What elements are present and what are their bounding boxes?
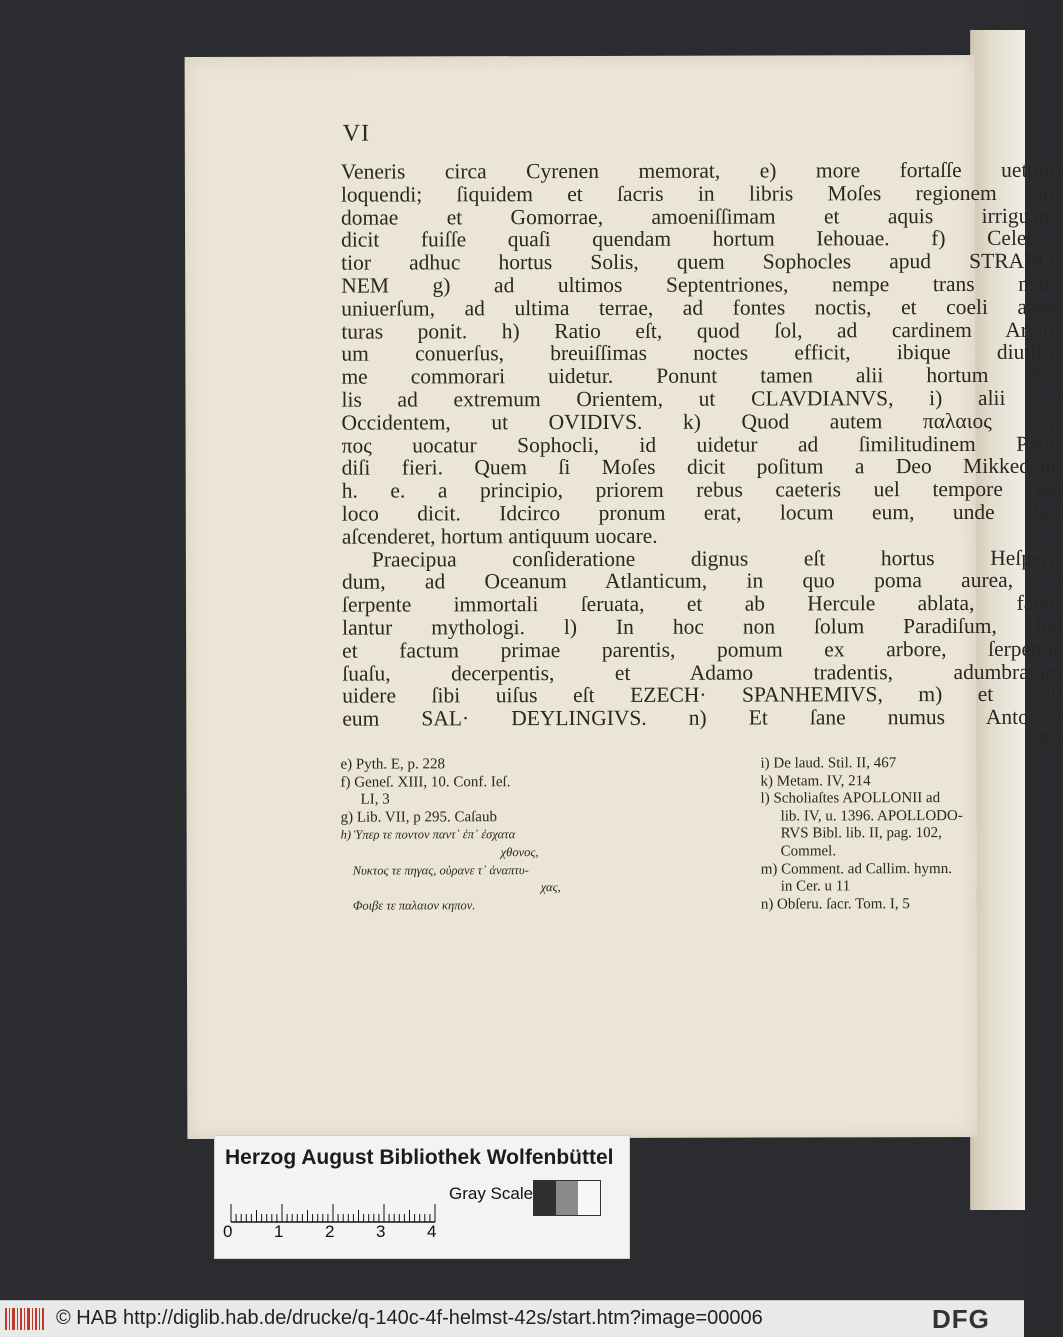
- copyright-url: © HAB http://diglib.hab.de/drucke/q-140c-4f-helmst-42s/start.htm?image=00006: [56, 1307, 763, 1329]
- grayscale-swatch: [578, 1181, 600, 1215]
- text-line: um conuerſus, breuiſſimas noctes efficit, ibique diutiſſi-: [341, 340, 1062, 367]
- text-line: h. e. a principio, priorem rebus caeteris uel tempore uel: [341, 476, 1062, 503]
- footnote-line: k) Metam. IV, 214: [760, 772, 871, 790]
- footnotes: [340, 755, 1061, 957]
- text-line: Veneris circa Cyrenen memorat, e) more fortaſſe uetuſto: [340, 157, 1061, 184]
- book-page: [185, 55, 1063, 1139]
- page-number: VI: [342, 120, 371, 147]
- text-line: diſi fieri. Quem ſi Moſes dicit poſitum a Deo Mikkedem,: [341, 454, 1062, 480]
- footnote-line: in Cer. u 11: [780, 878, 851, 895]
- text-line: Pii: [1038, 727, 1063, 752]
- text-line: πος uocatur Sophocli, id uidetur ad ſimilitudinem Para-: [341, 431, 1062, 458]
- text-line: NEM g) ad ultimos Septentriones, nempe trans mare: [341, 271, 1062, 298]
- text-line: aſcenderet, hortum antiquum uocare.: [341, 523, 658, 549]
- footnote-line: i) De laud. Stil. II, 467: [760, 755, 897, 772]
- text-line: turas ponit. h) Ratio eſt, quod ſol, ad cardinem Arcto-: [341, 317, 1062, 344]
- grayscale-swatch: [556, 1181, 578, 1215]
- grayscale-swatches: [533, 1180, 601, 1216]
- footnote-line: l) Scholiaſtes APOLLONII ad: [760, 790, 941, 807]
- text-line: loquendi; ſiquidem et ſacris in libris Moſes regionem So-: [340, 180, 1061, 207]
- text-line: domae et Gomorrae, amoeniſſimam et aquis irriguam,: [340, 203, 1062, 230]
- text-line: ſerpente immortali ſeruata, et ab Hercule ablata, fabu-: [341, 590, 1063, 617]
- footnotes-right-column: [760, 755, 1060, 914]
- footnote-line: Φοιβε τε παλαιον κηπον.: [352, 898, 476, 913]
- footnotes-left-column: [340, 756, 640, 915]
- body-text: [341, 159, 1063, 754]
- footnote-line: n) Obſeru. ſacr. Tom. I, 5: [760, 895, 910, 913]
- text-line: dicit fuiſſe quaſi quendam hortum Iehouae. f) Celebra-: [341, 226, 1062, 253]
- dfg-logo: DFG: [932, 1304, 990, 1334]
- ruler-number: 1: [274, 1222, 284, 1241]
- text-line: uniuerſum, ad ultima terrae, ad fontes noctis, et coeli aper-: [341, 294, 1062, 321]
- ruler-number: 3: [376, 1222, 386, 1241]
- text-line: dum, ad Oceanum Atlanticum, in quo poma aurea, a: [341, 568, 1062, 594]
- text-line: lis ad extremum Orientem, ut CLAVDIANVS, i) alii ad: [341, 385, 1062, 412]
- grayscale-label: Gray Scale: [449, 1184, 534, 1203]
- ruler-numbers: [223, 1222, 453, 1246]
- footnote-line: f) Geneſ. XIII, 10. Conf. Ieſ.: [340, 773, 511, 791]
- grayscale-swatch: [534, 1181, 556, 1215]
- footnote-line: m) Comment. ad Callim. hymn.: [760, 860, 952, 878]
- footnote-line: Commel.: [780, 843, 837, 860]
- text-line: eum SAL· DEYLINGIVS. n) Et ſane numus Antonini: [342, 704, 1063, 731]
- ruler-number: 4: [427, 1222, 437, 1241]
- library-label-card: [214, 1135, 630, 1259]
- text-line: ſuaſu, decerpentis, et Adamo tradentis, adumbratum: [342, 659, 1063, 686]
- footnote-line: h) Ὑπερ τε ποντον παντ᾽ ἐπ᾽ ἐσχατα: [340, 827, 516, 843]
- text-line: tior adhuc hortus Solis, quem Sophocles apud STRABO-: [341, 248, 1062, 275]
- footnote-line: χας,: [540, 880, 561, 895]
- footnote-line: e) Pyth. E, p. 228: [340, 756, 446, 773]
- footer-bar: [0, 1300, 1024, 1337]
- ruler-number: 2: [325, 1222, 335, 1241]
- text-line: uidere ſibi uiſus eſt EZECH· SPANHEMIVS, m) et poſt: [342, 682, 1063, 708]
- ruler-number: 0: [223, 1222, 233, 1241]
- barcode-icon: [4, 1306, 46, 1332]
- text-line: Occidentem, ut OVIDIVS. k) Quod autem παλαιος κη-: [341, 408, 1062, 435]
- footnote-line: g) Lib. VII, p 295. Caſaub: [340, 809, 497, 826]
- text-line: Praecipua conſideratione dignus eſt hortus Heſperi-: [371, 545, 1062, 572]
- text-line: et factum primae parentis, pomum ex arbore, ſerpentis: [342, 636, 1063, 663]
- text-line: lantur mythologi. l) In hoc non ſolum Paradiſum, ſed: [342, 613, 1063, 640]
- footnote-line: χθονος,: [500, 845, 539, 860]
- footnote-line: lib. IV, u. 1396. APOLLODO-: [780, 807, 963, 825]
- text-line: loco dicit. Idcirco pronum erat, locum eum, unde Sol: [341, 499, 1062, 526]
- footnote-line: RVS Bibl. lib. II, pag. 102,: [780, 825, 942, 842]
- library-title: Herzog August Bibliothek Wolfenbüttel: [225, 1146, 614, 1169]
- footnote-line: LI, 3: [360, 791, 390, 808]
- text-line: me commorari uidetur. Ponunt tamen alii hortum So-: [341, 362, 1062, 389]
- footnote-line: Νυκτος τε πηγας, οὐρανε τ᾽ ἀναπτυ-: [352, 862, 529, 878]
